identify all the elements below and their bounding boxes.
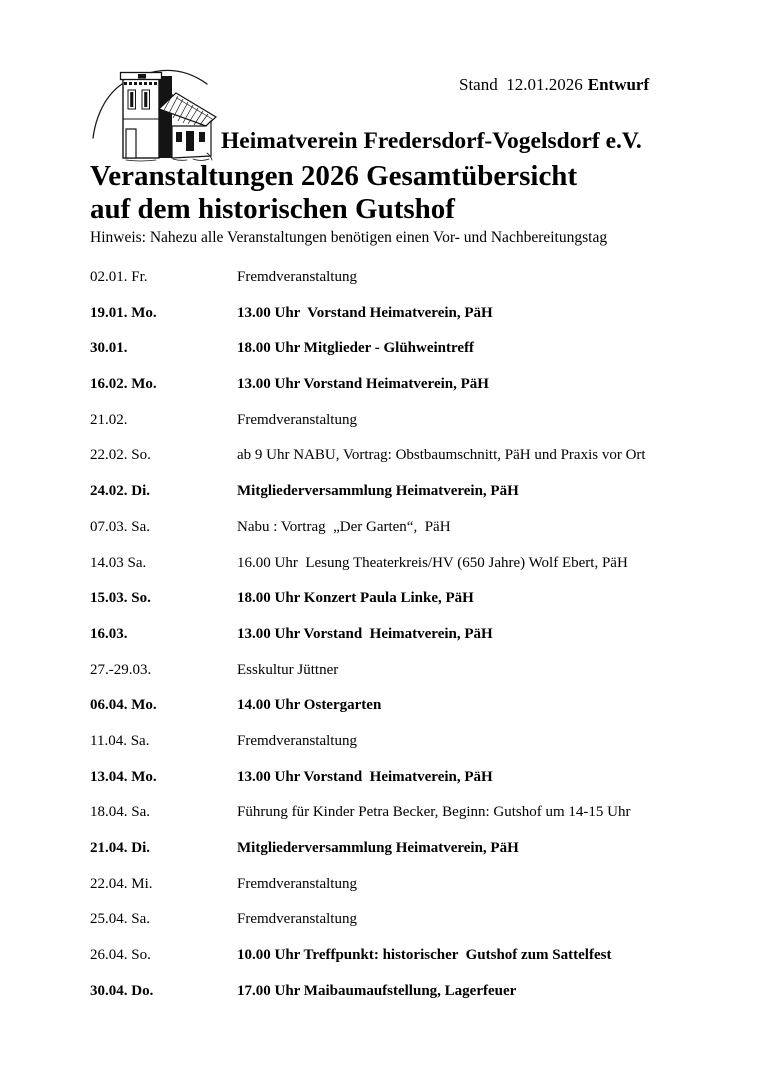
event-date: 27.-29.03.: [90, 661, 152, 678]
event-date: 22.04. Mi.: [90, 875, 153, 892]
event-row: [90, 375, 740, 411]
page-title-line2: auf dem historischen Gutshof: [90, 192, 455, 225]
event-description: 13.00 Uhr Vorstand Heimatverein, PäH: [237, 304, 493, 321]
page-title: [90, 160, 577, 225]
event-row: [90, 732, 740, 768]
event-description: Nabu : Vortrag „Der Garten“, PäH: [237, 518, 451, 535]
event-date: 06.04. Mo.: [90, 697, 157, 714]
heimatverein-logo-icon: [73, 63, 218, 170]
event-row: [90, 411, 740, 447]
org-name: Heimatverein Fredersdorf-Vogelsdorf e.V.: [221, 128, 642, 154]
event-date: 11.04. Sa.: [90, 732, 150, 749]
event-date: 16.02. Mo.: [90, 376, 157, 393]
note-text: Hinweis: Nahezu alle Veranstaltungen benötigen einen Vor- und Nachbereitungstag: [90, 229, 608, 246]
event-date: 21.04. Di.: [90, 840, 150, 856]
event-date: 19.01. Mo.: [90, 304, 157, 321]
event-date: 25.04. Sa.: [90, 911, 150, 928]
event-description: Fremdveranstaltung: [237, 411, 357, 428]
event-description: Fremdveranstaltung: [237, 875, 357, 892]
event-description: 13.00 Uhr Vorstand Heimatverein, PäH: [237, 768, 493, 785]
event-description: 13.00 Uhr Vorstand Heimatverein, PäH: [237, 625, 493, 642]
event-description: Führung für Kinder Petra Becker, Beginn: Gutshof um 14-15 Uhr: [237, 804, 631, 821]
event-date: 07.03. Sa.: [90, 518, 150, 535]
event-date: 24.02. Di.: [90, 483, 150, 500]
event-description: 18.00 Uhr Konzert Paula Linke, PäH: [237, 590, 474, 607]
event-row: [90, 589, 740, 625]
event-description: Fremdveranstaltung: [237, 269, 357, 285]
event-date: 13.04. Mo.: [90, 768, 157, 785]
event-date: 26.04. So.: [90, 947, 151, 964]
event-row: [90, 482, 740, 518]
status-date-label: Stand 12.01.2026: [459, 75, 583, 94]
event-description: Fremdveranstaltung: [237, 732, 357, 749]
event-date: 22.02. So.: [90, 447, 151, 464]
event-row: [90, 339, 740, 375]
event-description: Mitgliederversammlung Heimatverein, PäH: [237, 483, 519, 500]
event-row: [90, 554, 740, 590]
event-row: [90, 661, 740, 697]
events-list: [90, 268, 740, 1017]
event-row: [90, 446, 740, 482]
event-description: 14.00 Uhr Ostergarten: [237, 697, 382, 714]
event-row: [90, 268, 740, 304]
event-date: 30.01.: [90, 340, 128, 357]
event-row: [90, 839, 740, 875]
event-description: 13.00 Uhr Vorstand Heimatverein, PäH: [237, 376, 489, 393]
event-description: 17.00 Uhr Maibaumaufstellung, Lagerfeuer: [237, 982, 517, 999]
event-date: 15.03. So.: [90, 590, 151, 607]
event-date: 18.04. Sa.: [90, 804, 150, 821]
event-row: [90, 304, 740, 340]
event-description: 16.00 Uhr Lesung Theaterkreis/HV (650 Jahre) Wolf Ebert, PäH: [237, 554, 628, 571]
event-row: [90, 803, 740, 839]
event-row: [90, 768, 740, 804]
event-description: ab 9 Uhr NABU, Vortrag: Obstbaumschnitt, PäH und Praxis vor Ort: [237, 447, 646, 464]
status-line: [442, 55, 649, 115]
event-description: Fremdveranstaltung: [237, 911, 357, 928]
event-description: Esskultur Jüttner: [237, 661, 339, 678]
event-description: 18.00 Uhr Mitglieder - Glühweintreff: [237, 340, 475, 357]
event-row: [90, 518, 740, 554]
event-date: 30.04. Do.: [90, 982, 154, 999]
event-description: 10.00 Uhr Treffpunkt: historischer Gutshof zum Sattelfest: [237, 947, 612, 964]
draft-label: Entwurf: [587, 75, 650, 94]
event-row: [90, 875, 740, 911]
event-description: Mitgliederversammlung Heimatverein, PäH: [237, 840, 519, 856]
event-row: [90, 982, 740, 1018]
event-date: 02.01. Fr.: [90, 269, 148, 285]
event-date: 21.02.: [90, 411, 128, 428]
event-date: 16.03.: [90, 625, 128, 642]
event-date: 14.03 Sa.: [90, 554, 147, 571]
event-row: [90, 910, 740, 946]
event-row: [90, 946, 740, 982]
event-row: [90, 696, 740, 732]
event-row: [90, 625, 740, 661]
page-title-line1: Veranstaltungen 2026 Gesamtübersicht: [90, 160, 578, 192]
